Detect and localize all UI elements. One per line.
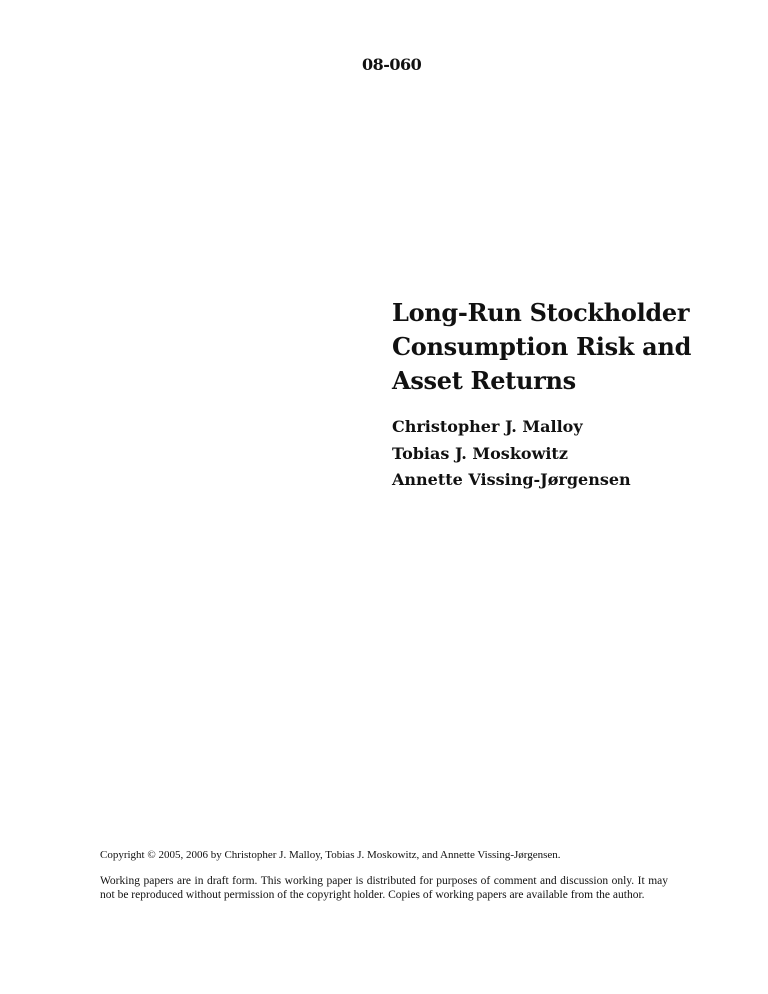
author: Christopher J. Malloy [392, 417, 583, 436]
title-line: Long-Run Stockholder [392, 298, 690, 327]
author: Tobias J. Moskowitz [392, 443, 568, 463]
paper-title [392, 296, 691, 398]
title-line: Consumption Risk and [392, 332, 692, 361]
author: Annette Vissing-Jørgensen [392, 470, 631, 489]
title-line: Asset Returns [392, 366, 576, 395]
paper-number: 08-060 [362, 55, 422, 74]
author-list [392, 414, 631, 494]
copyright-notice: Copyright © 2005, 2006 by Christopher J. Malloy, Tobias J. Moskowitz, and Annette Vissing-Jørgensen. [100, 849, 561, 861]
disclaimer-text: Working papers are in draft form. This working paper is distributed for purposes of comment and discussion only. It may not be reproduced without permission of the copyright holder. Copies of working papers are available from the author. [100, 875, 668, 901]
